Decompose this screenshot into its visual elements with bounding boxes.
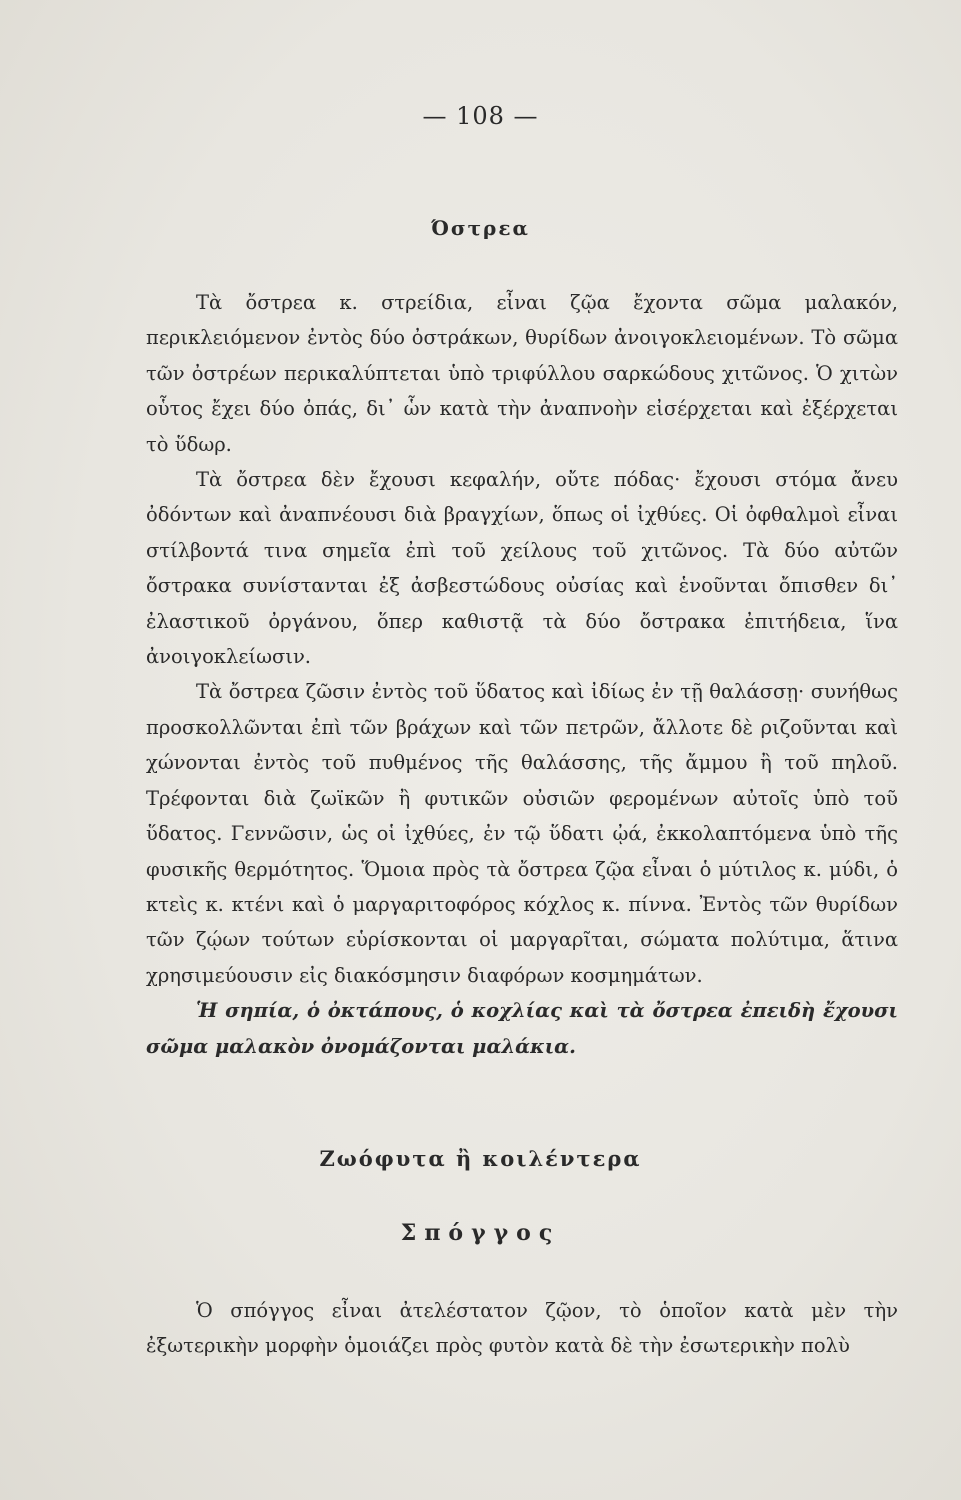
summary-paragraph: Ἡ σηπία, ὁ ὀκτάπους, ὁ κοχλίας καὶ τὰ ὄστρεα ἐπειδὴ ἔχουσι σῶμα μαλακὸν ὀνομάζονται μαλάκια. [146,999,898,1058]
page-number: — 108 — [422,102,539,130]
section-title-oysters: Όστρεα [431,216,530,240]
section-title-zoophytes: Ζωόφυτα ἢ κοιλέντερα [319,1146,642,1171]
paragraph-2: Τὰ ὄστρεα δὲν ἔχουσι κεφαλήν, οὔτε πόδας· ἔχουσι στόμα ἄνευ ὀδόντων καὶ ἀναπνέουσι διὰ βραγχίων, ὅπως οἱ ἰχθύες. Οἱ ὀφθαλμοὶ εἶναι στίλβοντά τινα σημεῖα ἐπὶ τοῦ χείλους τοῦ χιτῶνος. Τὰ δύο αὐτῶν ὄστρακα συνίστανται ἐξ ἀσβεστώδους οὐσίας καὶ ἑνοῦνται ὄπισθεν δι᾽ ἐλαστικοῦ ὀργάνου, ὅπερ καθιστᾷ τὰ δύο ὄστρακα ἐπιτήδεια, ἵνα ἀνοιγοκλείωσιν. [146,468,898,669]
section-subtitle-sponge: Σπόγγος [400,1220,561,1246]
paragraph-sponge: Ὁ σπόγγος εἶναι ἀτελέστατον ζῷον, τὸ ὁποῖον κατὰ μὲν τὴν ἐξωτερικὴν μορφὴν ὁμοιάζει πρὸς φυτὸν κατὰ δὲ τὴν ἐσωτερικὴν πολὺ [146,1299,898,1358]
paragraph-1: Τὰ ὄστρεα κ. στρείδια, εἶναι ζῷα ἔχοντα σῶμα μαλακόν, περικλειόμενον ἐντὸς δύο ὀστράκων, θυρίδων ἀνοιγοκλειομένων. Τὸ σῶμα τῶν ὀστρέων περικαλύπτεται ὑπὸ τριφύλλου σαρκώδους χιτῶνος. Ὁ χιτὼν οὗτος ἔχει δύο ὀπάς, δι᾽ ὧν κατὰ τὴν ἀναπνοὴν εἰσέρχεται καὶ ἐξέρχεται τὸ ὕδωρ. [146,291,898,456]
paragraph-3: Τὰ ὄστρεα ζῶσιν ἐντὸς τοῦ ὕδατος καὶ ἰδίως ἐν τῇ θαλάσσῃ· συνήθως προσκολλῶνται ἐπὶ τῶν βράχων καὶ τῶν πετρῶν, ἄλλοτε δὲ ριζοῦνται καὶ χώνονται ἐντὸς τοῦ πυθμένος τῆς θαλάσσης, τῆς ἄμμου ἢ τοῦ πηλοῦ. Τρέφονται διὰ ζωϊκῶν ἢ φυτικῶν οὐσιῶν φερομένων αὐτοῖς ὑπὸ τοῦ ὕδατος. Γεννῶσιν, ὡς οἱ ἰχθύες, ἐν τῷ ὕδατι ᾠά, ἐκκολαπτόμενα ὑπὸ τῆς φυσικῆς θερμότητος. Ὅμοια πρὸς τὰ ὄστρεα ζῷα εἶναι ὁ μύτιλος κ. μύδι, ὁ κτεὶς κ. κτένι καὶ ὁ μαργαριτοφόρος κόχλος κ. πίννα. Ἐντὸς τῶν θυρίδων τῶν ζῴων τούτων εὑρίσκονται οἱ μαργαρῖται, σώματα πολύτιμα, ἅτινα χρησιμεύουσιν εἰς διακόσμησιν διαφόρων κοσμημάτων. [146,680,898,987]
section-body-oysters [146,285,898,1064]
section-body-sponge [146,1293,898,1364]
